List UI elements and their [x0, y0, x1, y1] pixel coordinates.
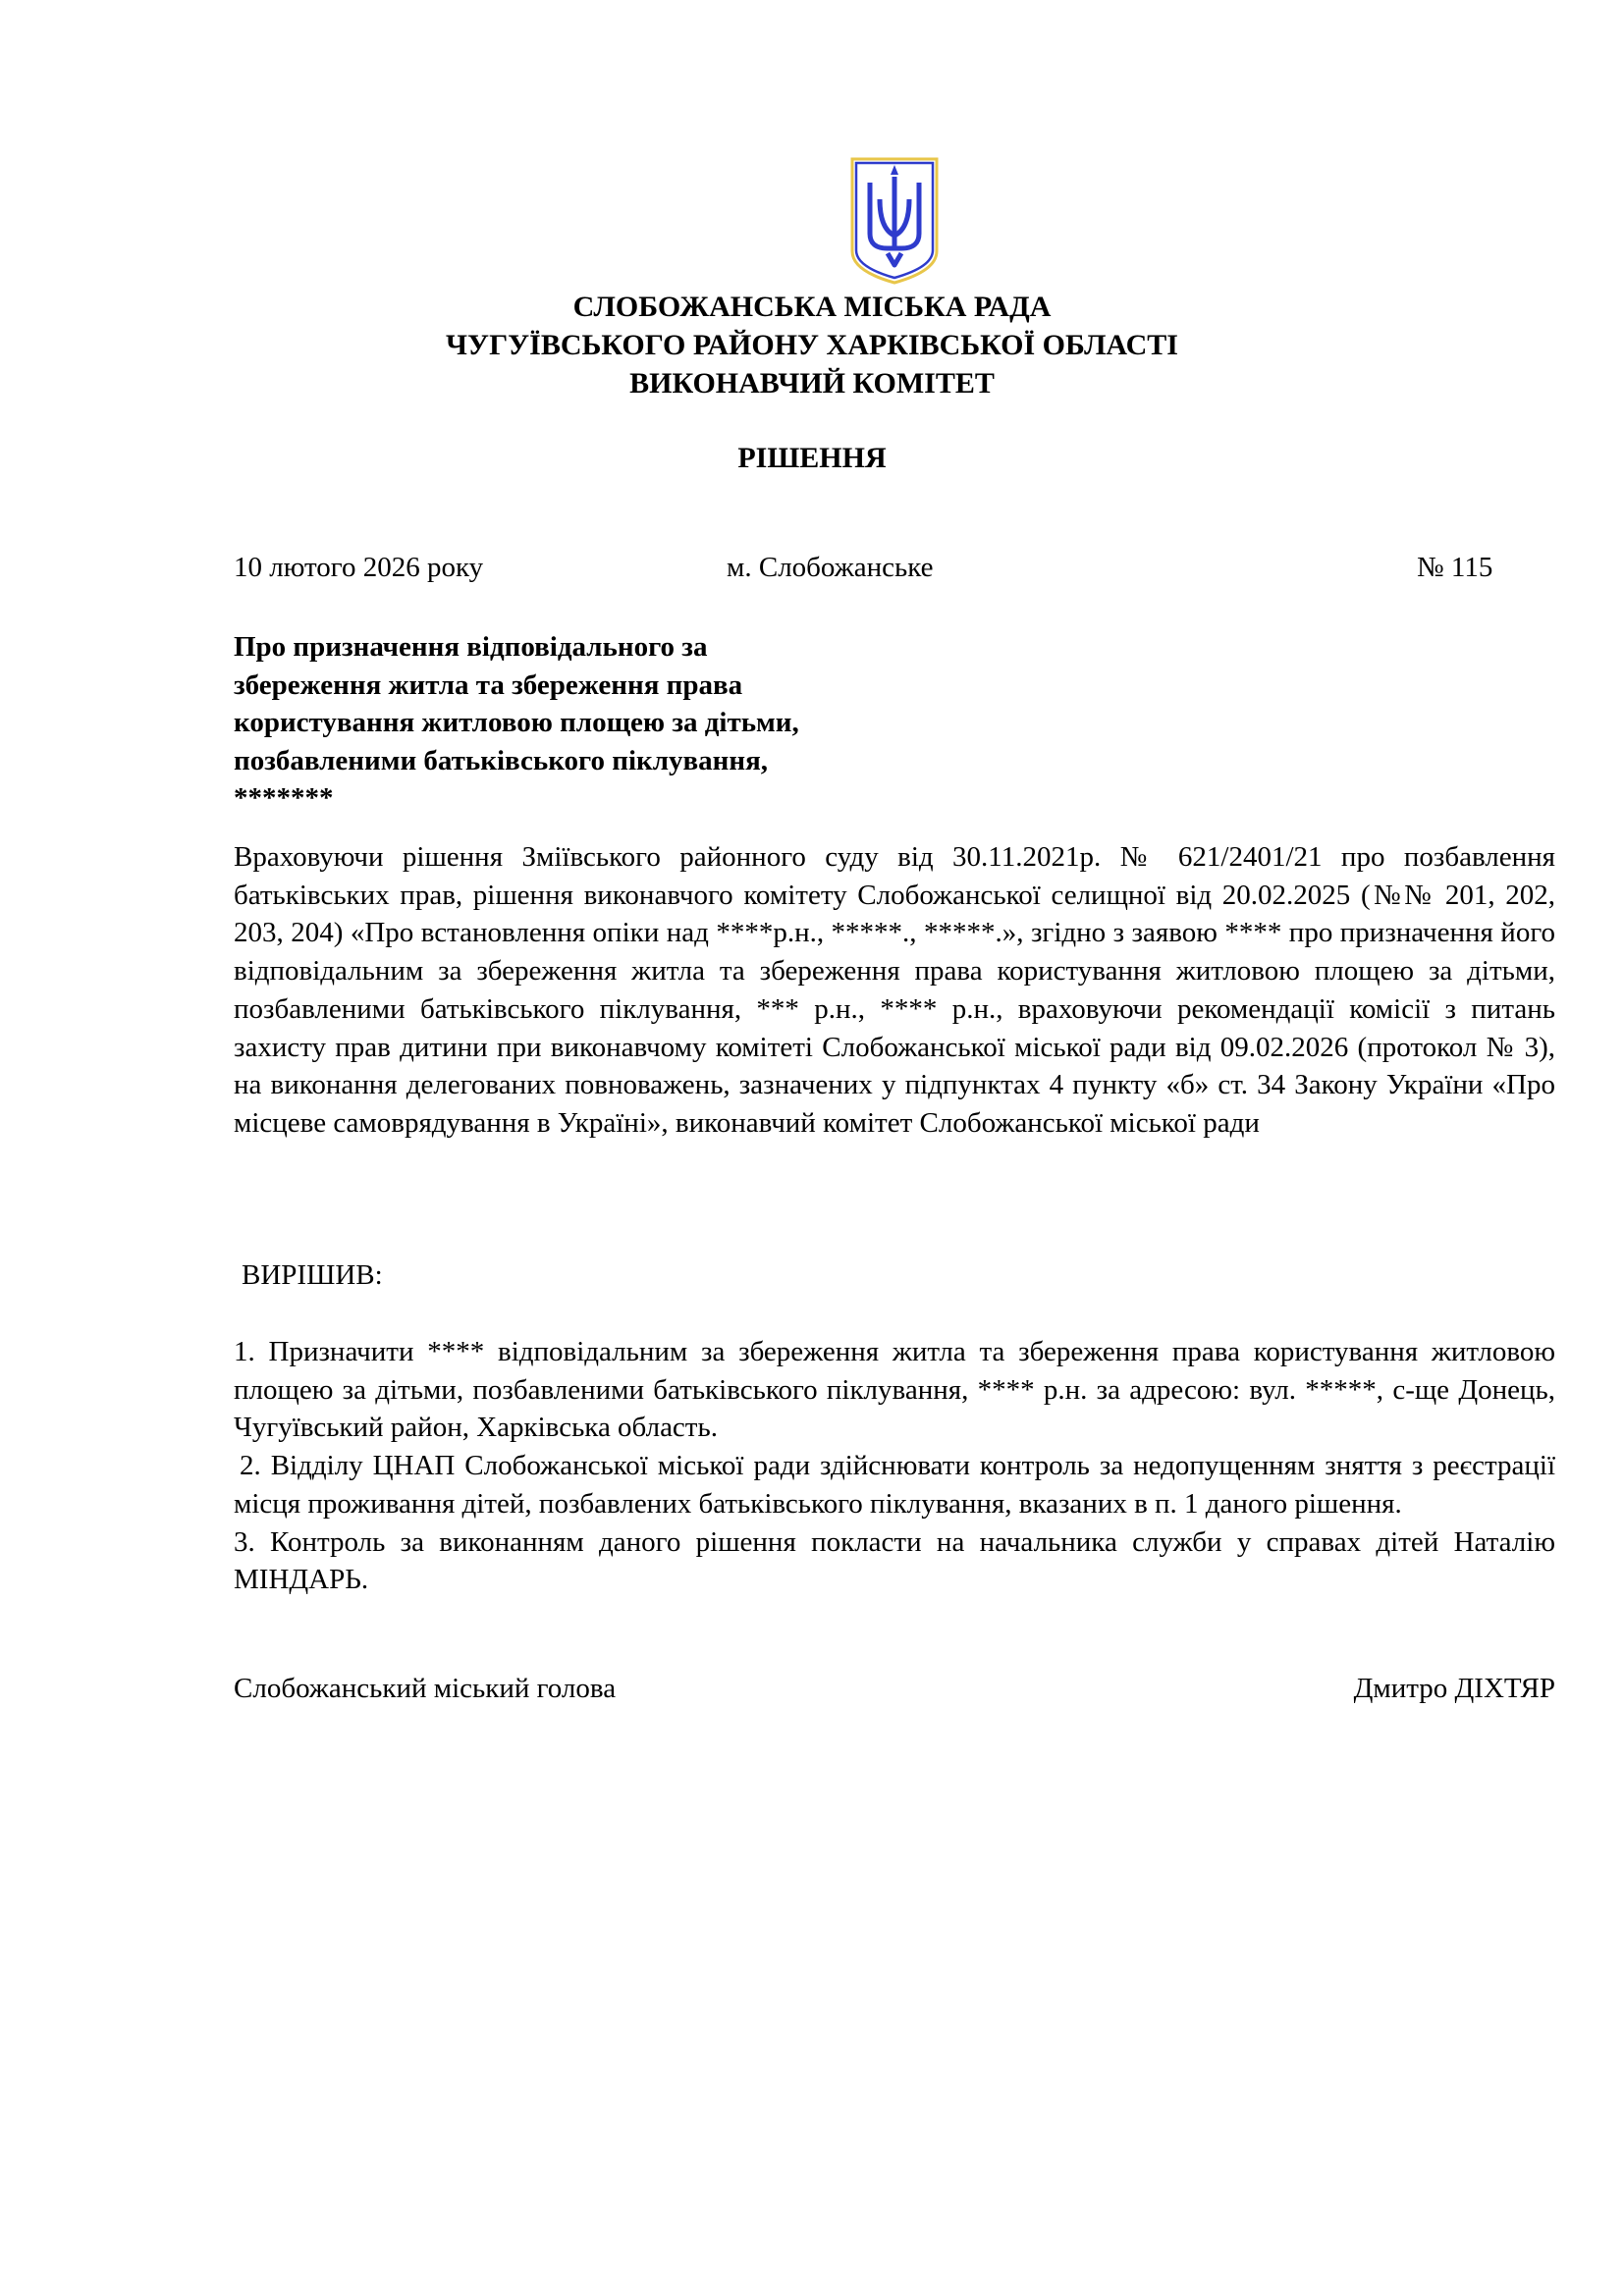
- title-line: Про призначення відповідального за: [234, 631, 708, 663]
- resolution-item: 2. Відділу ЦНАП Слобожанської міської ради здійснювати контроль за недопущенням зняття з реєстрації місця проживання дітей, позбавлених батьківського піклування, вказаних в п. 1 даного рішення.: [234, 1450, 1555, 1520]
- resolution-item: 3. Контроль за виконанням даного рішення покласти на начальника служби у справах дітей Наталію МІНДАРЬ.: [234, 1525, 1555, 1596]
- document-meta: [234, 552, 1510, 591]
- committee-name: ВИКОНАВЧИЙ КОМІТЕТ: [629, 367, 995, 400]
- document-place: м. Слобожанське: [727, 552, 934, 583]
- signatory-name: Дмитро ДІХТЯР: [1353, 1673, 1555, 1704]
- coat-of-arms-icon: [848, 155, 941, 287]
- preamble: [234, 838, 1555, 1143]
- council-name: СЛОБОЖАНСЬКА МІСЬКА РАДА: [572, 291, 1052, 323]
- preamble-text: Враховуючи рішення Зміївського районного суду від 30.11.2021р. № 621/2401/21 про позбавлення батьківських прав, рішення виконавчого комітету Слобожанської селищної від 20.02.2025 (№№ 201, 202, 203, 204) «Про встановлення опіки над ****р.н., *****., *****.», згідно з заявою **** про призначення його відповідальним за збереження житла та збереження права користування житловою площею за дітьми, позбавленими батьківського піклування, *** р.н., **** р.н., враховуючи рекомендації комісії з питань захисту прав дитини при виконавчому комітеті Слобожанської міської ради від 09.02.2026 (протокол № 3), на виконання делегованих повноважень, зазначених у підпунктах 4 пункту «б» ст. 34 Закону України «Про місцеве самоврядування в Україні», виконавчий комітет Слобожанської міської ради: [234, 841, 1555, 1139]
- resolution-item: 1. Призначити **** відповідальним за збереження житла та збереження права користування житловою площею за дітьми, позбавленими батьківського піклування, **** р.н. за адресою: вул. *****, с-ще Донець, Чугуївський район, Харківська область.: [234, 1336, 1555, 1444]
- signatory-position: Слобожанський міський голова: [234, 1673, 617, 1704]
- title-line: користування житловою площею за дітьми,: [234, 707, 799, 738]
- district-name: ЧУГУЇВСЬКОГО РАЙОНУ ХАРКІВСЬКОЇ ОБЛАСТІ: [446, 329, 1178, 361]
- document-date: 10 лютого 2026 року: [234, 552, 484, 583]
- title-line: *******: [234, 782, 334, 814]
- document-type: РІШЕННЯ: [737, 442, 887, 474]
- title-line: позбавленими батьківського піклування,: [234, 744, 769, 776]
- title-line: збереження житла та збереження права: [234, 668, 743, 701]
- decision-title: [234, 628, 921, 818]
- resolution-items: [234, 1333, 1555, 1599]
- document-number: № 115: [1417, 552, 1493, 583]
- resolved-label: ВИРІШИВ:: [242, 1259, 383, 1291]
